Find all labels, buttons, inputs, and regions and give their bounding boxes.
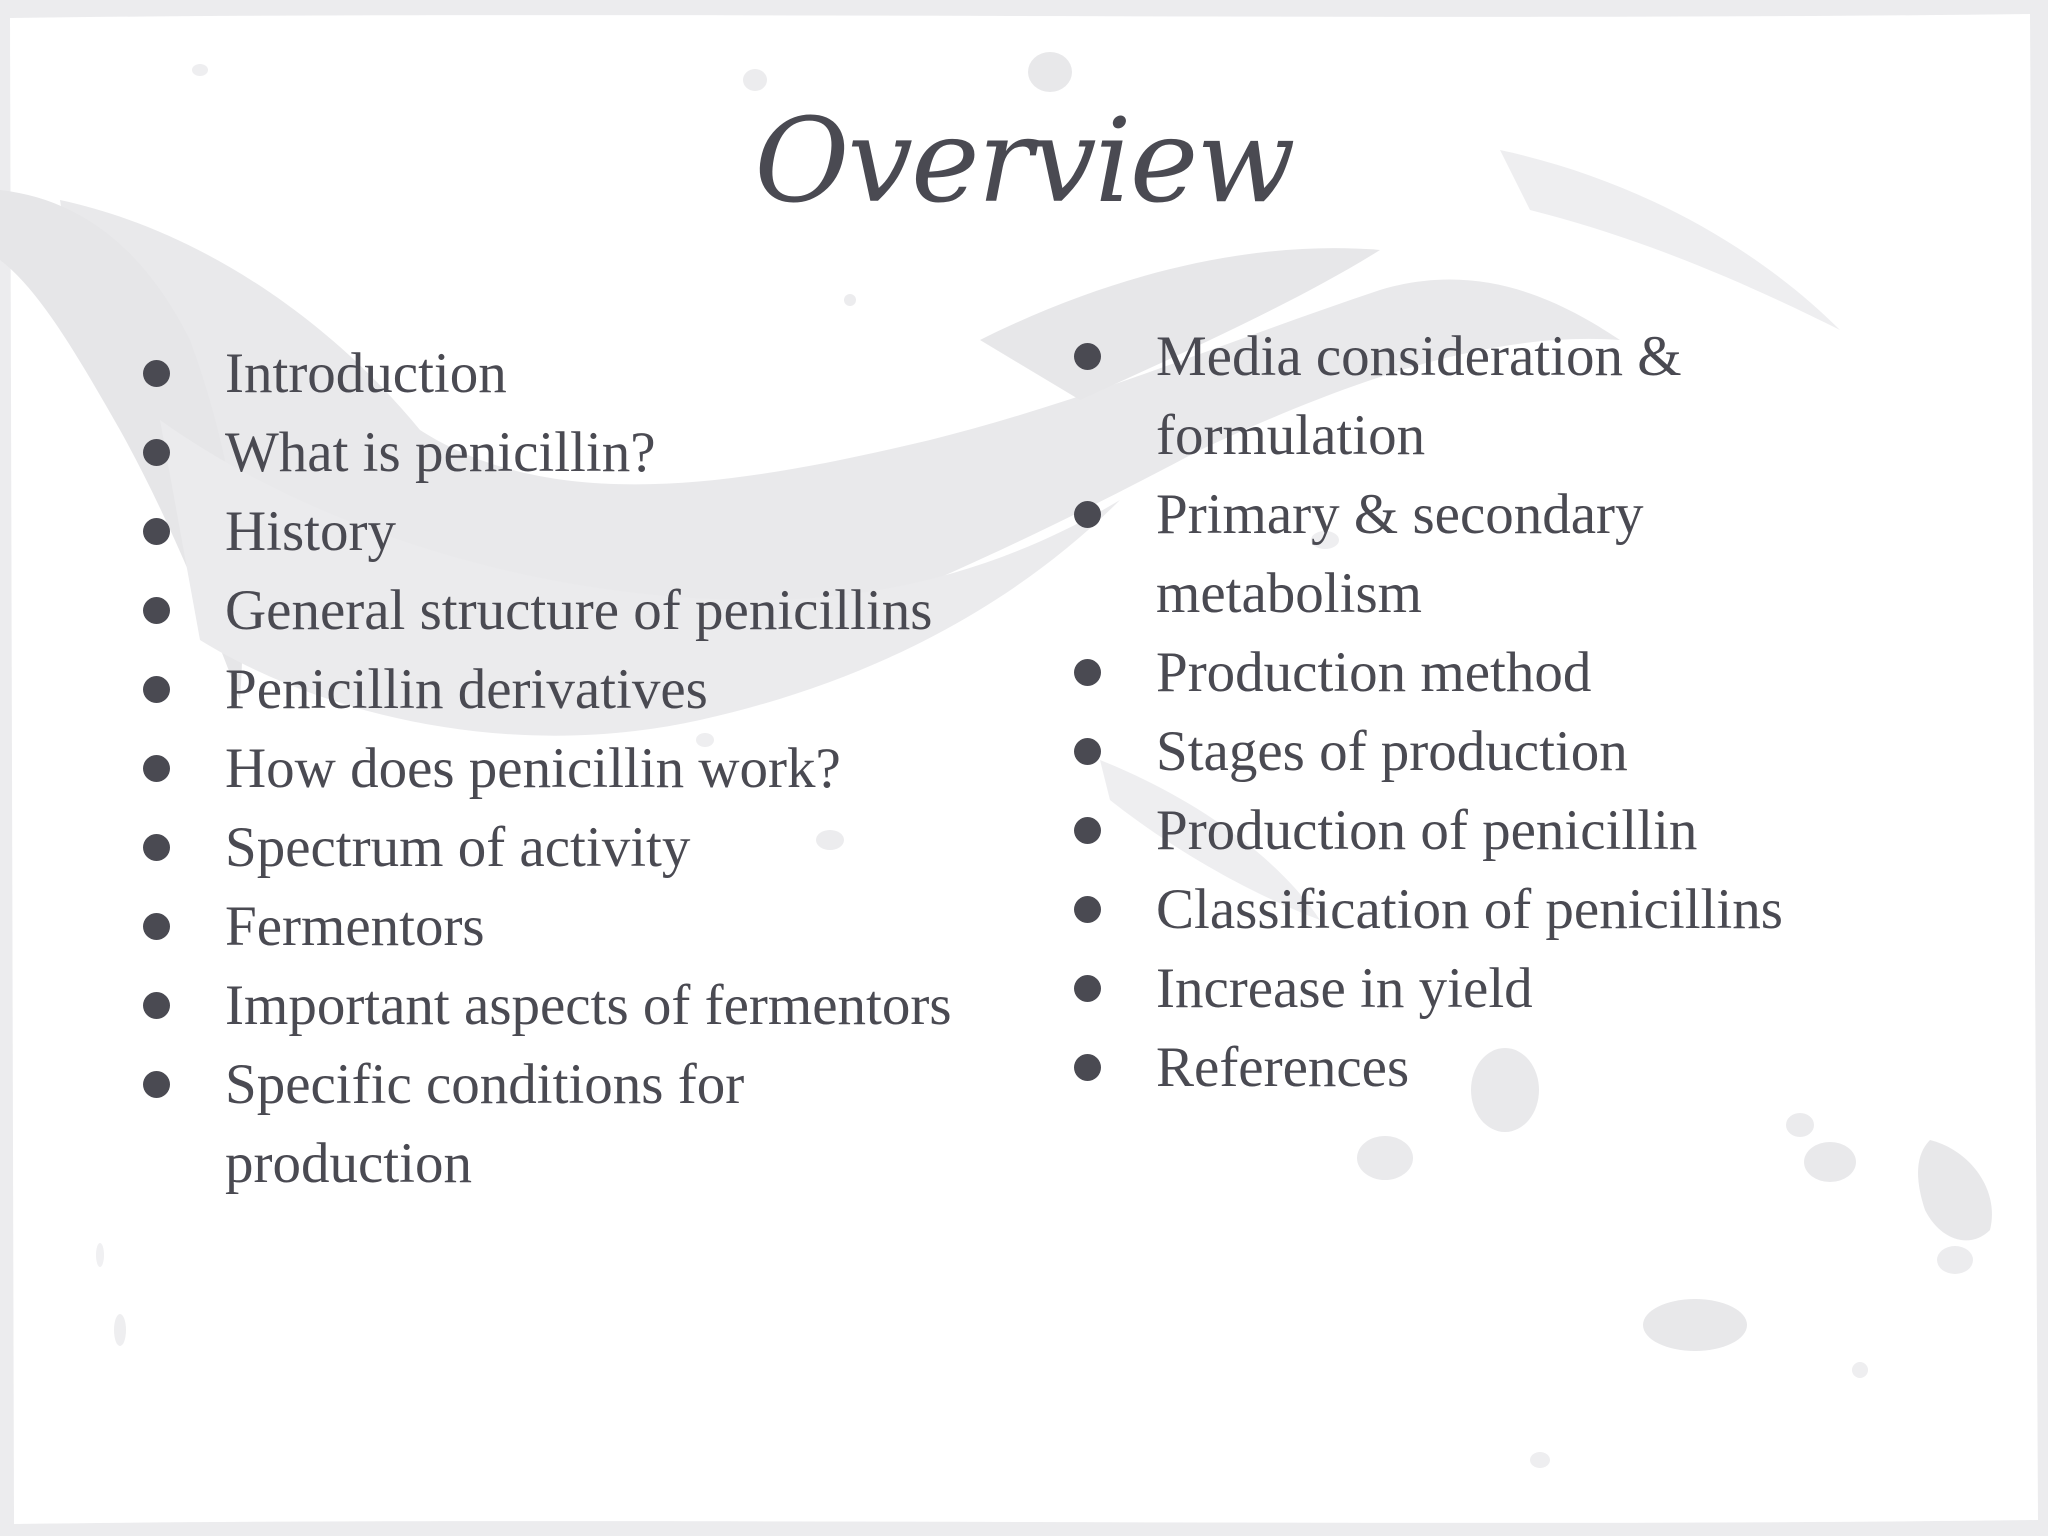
list-item: Classification of penicillins — [1074, 870, 1974, 949]
list-item: References — [1074, 1028, 1974, 1107]
bullet-dot-icon — [1074, 659, 1101, 686]
overview-list-left — [143, 334, 1043, 1203]
list-item: Fermentors — [143, 887, 1043, 966]
list-item: Penicillin derivatives — [143, 650, 1043, 729]
bullet-dot-icon — [143, 755, 170, 782]
list-item: What is penicillin? — [143, 413, 1043, 492]
list-item: How does penicillin work? — [143, 729, 1043, 808]
bullet-dot-icon — [1074, 738, 1101, 765]
list-item: Specific conditions for production — [143, 1045, 1043, 1203]
list-item: Production of penicillin — [1074, 791, 1974, 870]
list-item: Introduction — [143, 334, 1043, 413]
list-item: Stages of production — [1074, 712, 1974, 791]
bullet-dot-icon — [143, 1071, 170, 1098]
list-item: Important aspects of fermentors — [143, 966, 1043, 1045]
bullet-dot-icon — [143, 992, 170, 1019]
list-item: Media consideration & formulation — [1074, 317, 1974, 475]
list-item: Primary & secondary metabolism — [1074, 475, 1974, 633]
bullet-dot-icon — [1074, 896, 1101, 923]
bullet-dot-icon — [143, 676, 170, 703]
bullet-dot-icon — [143, 360, 170, 387]
list-item: Spectrum of activity — [143, 808, 1043, 887]
bullet-dot-icon — [143, 518, 170, 545]
list-item: Production method — [1074, 633, 1974, 712]
bullet-dot-icon — [143, 834, 170, 861]
bullet-dot-icon — [1074, 975, 1101, 1002]
bullet-dot-icon — [1074, 501, 1101, 528]
bullet-dot-icon — [1074, 343, 1101, 370]
bullet-dot-icon — [1074, 817, 1101, 844]
bullet-dot-icon — [143, 439, 170, 466]
bullet-dot-icon — [1074, 1054, 1101, 1081]
bullet-dot-icon — [143, 913, 170, 940]
overview-list-right — [1074, 317, 1974, 1107]
list-item: General structure of penicillins — [143, 571, 1043, 650]
list-item: Increase in yield — [1074, 949, 1974, 1028]
bullet-dot-icon — [143, 597, 170, 624]
list-item: History — [143, 492, 1043, 571]
slide-title: Overview — [754, 94, 1294, 229]
